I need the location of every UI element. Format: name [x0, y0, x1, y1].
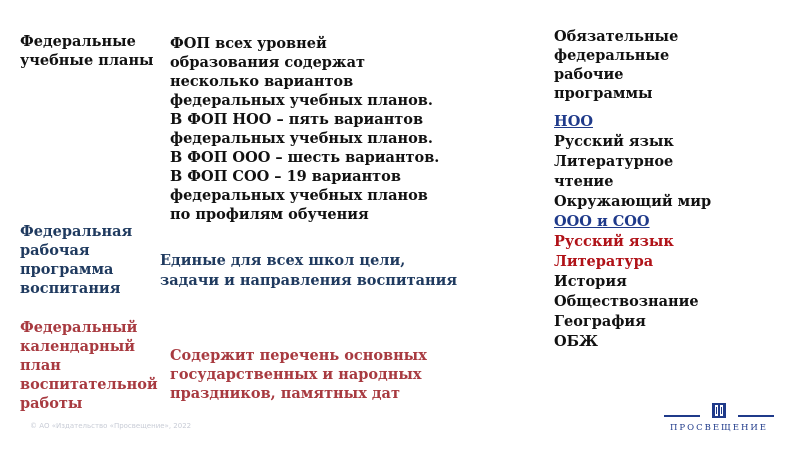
- federal-calendar-plan-heading: Федеральный календарный план воспитательной работы: [20, 319, 158, 412]
- prosveshchenie-logo: [664, 401, 774, 435]
- list-item: Русский язык: [554, 133, 674, 150]
- ooo-soo-label: ООО и СОО: [554, 213, 650, 230]
- list-item: История: [554, 273, 627, 290]
- federal-plans-heading: Федеральные учебные планы: [20, 33, 154, 69]
- logo-text: ПРОСВЕЩЕНИЕ: [670, 423, 768, 433]
- fop-variants-text: [170, 34, 440, 224]
- fop-line: В ФОП СОО – 19 вариантов федеральных учебных планов по профилям обучения: [170, 168, 428, 223]
- logo-line-left: [664, 415, 700, 417]
- logo-line-right: [738, 415, 774, 417]
- list-item: Обществознание: [554, 293, 699, 310]
- mandatory-programs-title: Обязательные федеральные рабочие программы: [554, 28, 679, 102]
- fop-line: В ФОП ООО – шесть вариантов.: [170, 149, 440, 166]
- fop-line: В ФОП НОО – пять вариантов федеральных учебных планов.: [170, 111, 433, 147]
- list-item: Русский язык: [554, 233, 674, 250]
- list-item: Литературное чтение: [554, 153, 674, 190]
- copyright-footer: © АО «Издательство «Просвещение», 2022: [30, 422, 192, 430]
- noo-label: НОО: [554, 113, 593, 130]
- book-icon: [711, 401, 727, 419]
- federal-upbringing-program-heading: Федеральная рабочая программа воспитания: [20, 223, 133, 297]
- list-item: География: [554, 313, 646, 330]
- programs-list: [554, 112, 724, 352]
- list-item: Литература: [554, 253, 654, 270]
- list-item: Окружающий мир: [554, 193, 712, 210]
- list-item: ОБЖ: [554, 333, 599, 350]
- holidays-text: Содержит перечень основных государственных и народных праздников, памятных дат: [170, 347, 427, 402]
- fop-line: ФОП всех уровней образования содержат несколько вариантов федеральных учебных планов.: [170, 35, 433, 109]
- upbringing-goals-text: Единые для всех школ цели, задачи и направления воспитания: [160, 252, 458, 289]
